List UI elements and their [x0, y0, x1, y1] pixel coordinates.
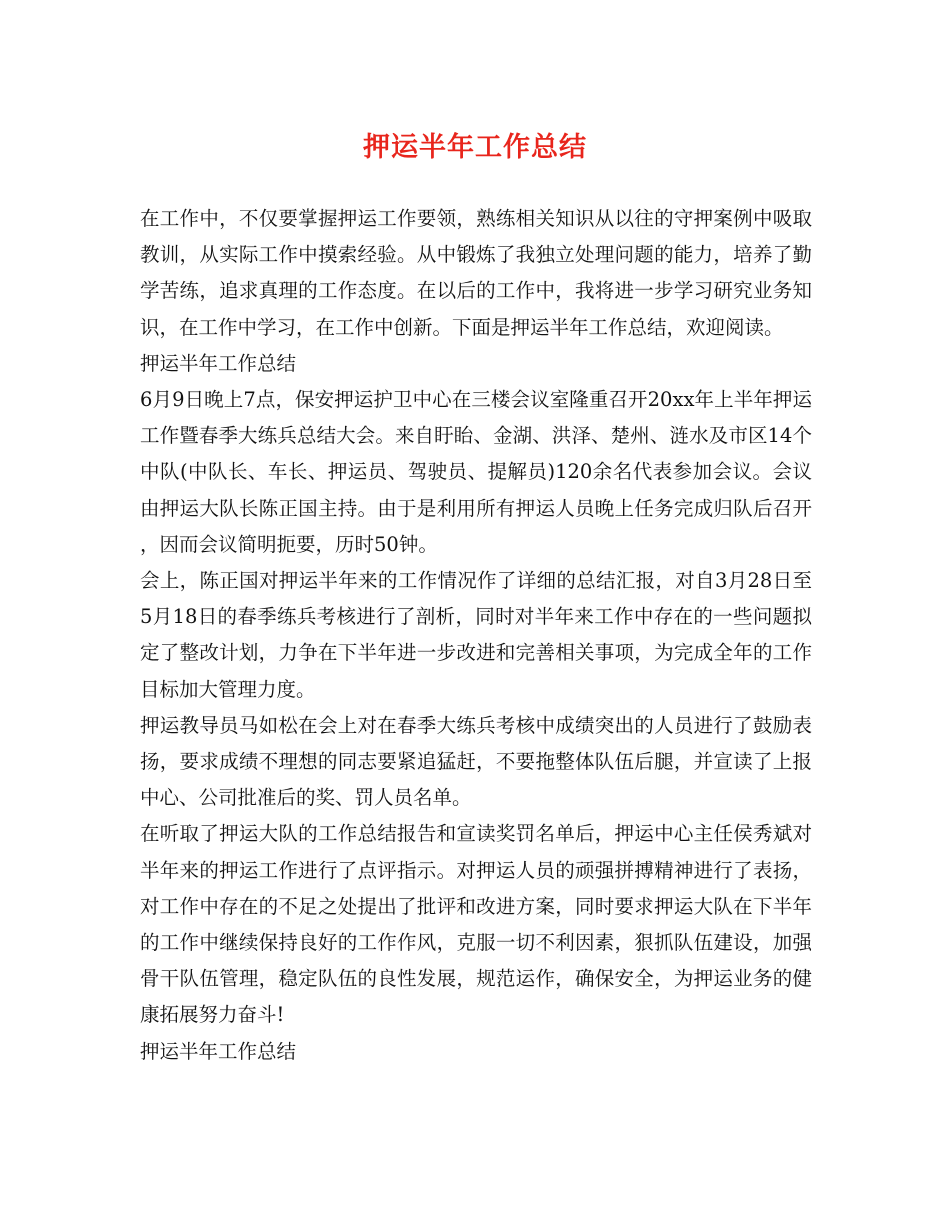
document-body	[140, 201, 812, 1070]
report-paragraph: 会上，陈正国对押运半年来的工作情况作了详细的总结汇报，对自3月28日至5月18日的春季练兵考核进行了剖析，同时对半年来工作中存在的一些问题拟定了整改计划，力争在下半年进一步改进和完善相关事项，为完成全年的工作目标加大管理力度。	[140, 569, 812, 701]
commendation-paragraph: 押运教导员马如松在会上对在春季大练兵考核中成绩突出的人员进行了鼓励表扬，要求成绩不理想的同志要紧追猛赶，不要拖整体队伍后腿，并宣读了上报中心、公司批准后的奖、罚人员名单。	[140, 713, 812, 810]
meeting-paragraph: 6月9日晚上7点，保安押运护卫中心在三楼会议室隆重召开20xx年上半年押运工作暨春季大练兵总结大会。来自盱眙、金湖、洪泽、楚州、涟水及市区14个中队(中队长、车长、押运员、驾驶员、提解员)120余名代表参加会议。会议由押运大队长陈正国主持。由于是利用所有押运人员晚上任务完成归队后召开，因而会议简明扼要，历时50钟。	[140, 388, 812, 556]
document-title: 押运半年工作总结	[363, 132, 587, 163]
director-remarks-paragraph: 在听取了押运大队的工作总结报告和宣读奖罚名单后，押运中心主任侯秀斌对半年来的押运工作进行了点评指示。对押运人员的顽强拼搏精神进行了表扬，对工作中存在的不足之处提出了批评和改进方案，同时要求押运大队在下半年的工作中继续保持良好的工作作风，克服一切不利因素，狠抓队伍建设，加强骨干队伍管理，稳定队伍的良性发展，规范运作，确保安全，为押运业务的健康拓展努力奋斗!	[140, 822, 812, 1027]
section-heading: 押运半年工作总结	[140, 351, 297, 375]
intro-paragraph: 在工作中，不仅要掌握押运工作要领，熟练相关知识从以往的守押案例中吸取教训，从实际工作中摸索经验。从中锻炼了我独立处理问题的能力，培养了勤学苦练，追求真理的工作态度。在以后的工作中，我将进一步学习研究业务知识，在工作中学习，在工作中创新。下面是押运半年工作总结，欢迎阅读。	[140, 207, 812, 339]
section-heading-repeat: 押运半年工作总结	[140, 1039, 297, 1063]
